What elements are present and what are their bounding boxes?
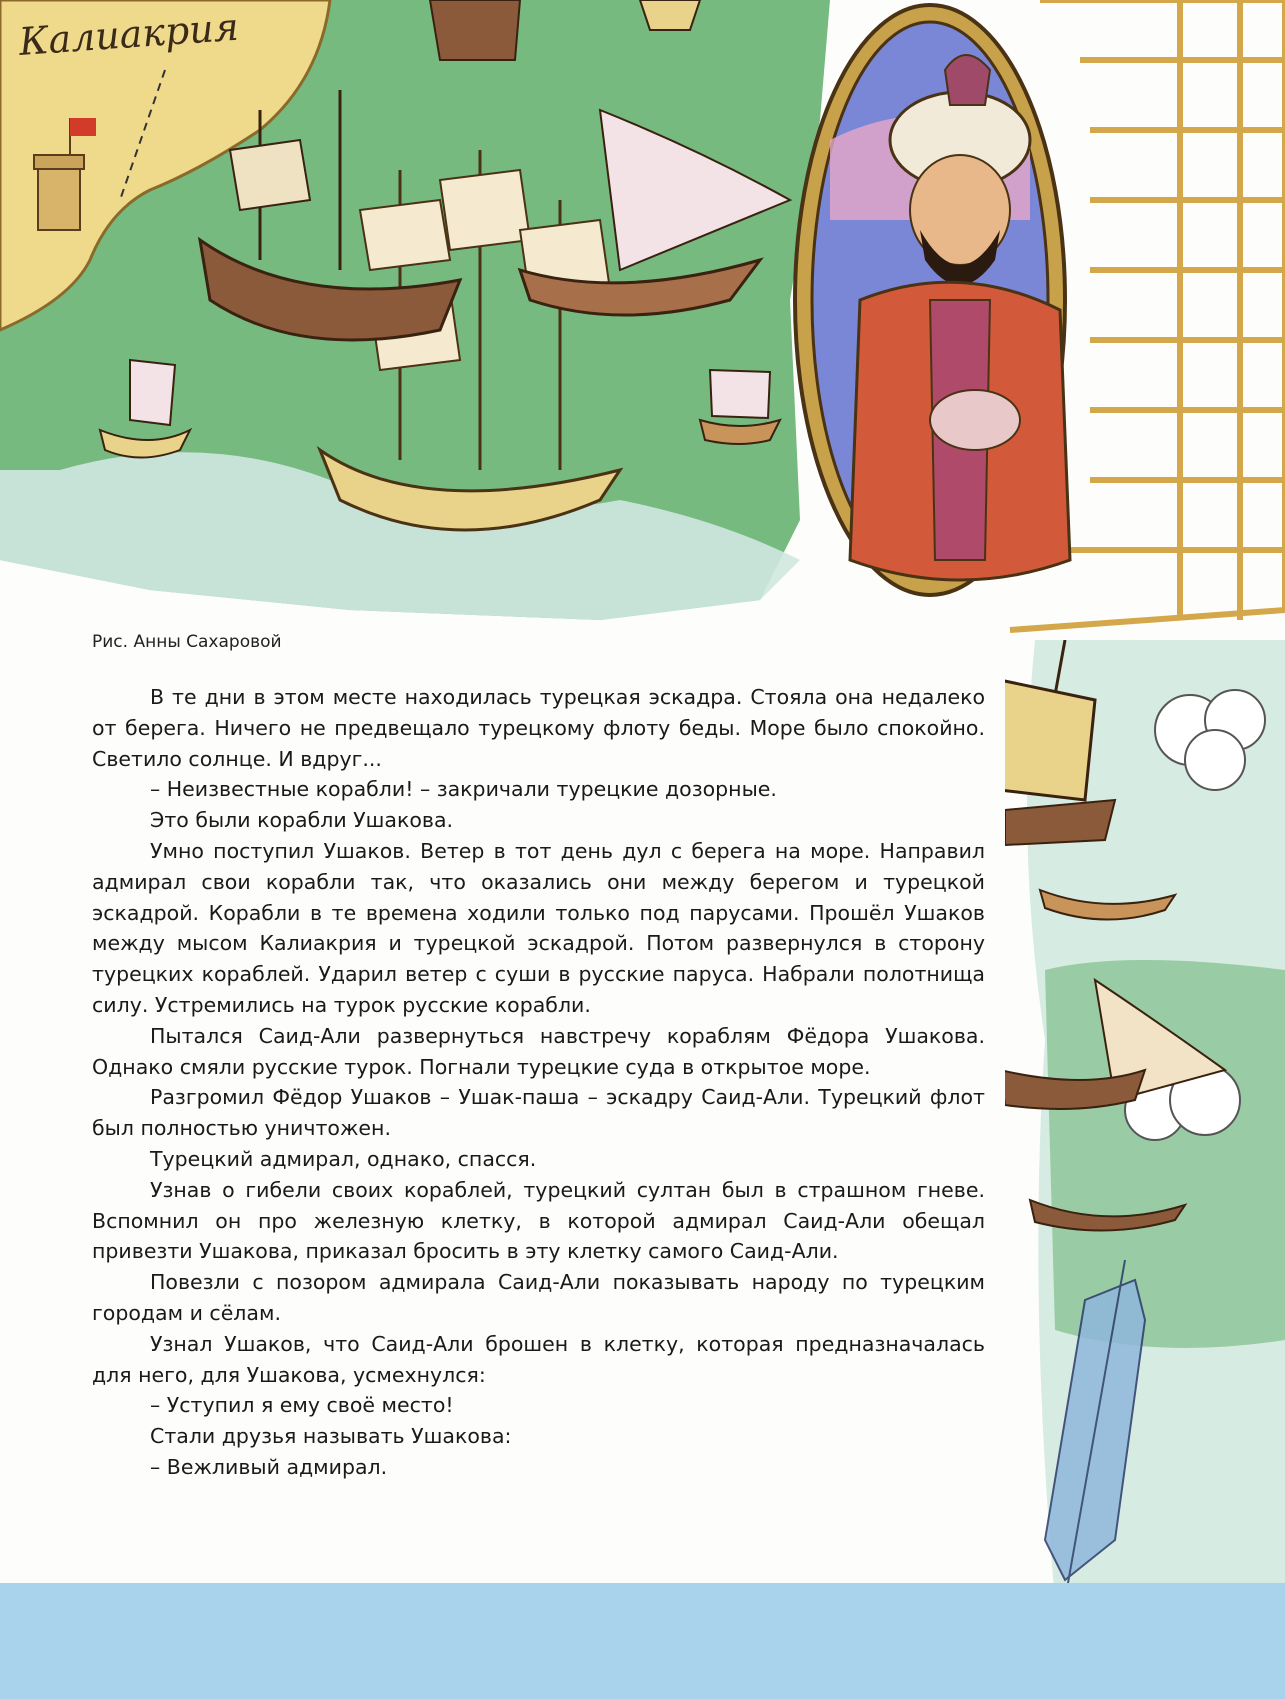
top-illustration (0, 0, 1285, 640)
paragraph: В те дни в этом месте находилась турецкая эскадра. Стояла она недалеко от берега. Ничего не предвещало турецкому флоту беды. Море было спокойно. Светило солнце. И вдруг... (92, 685, 985, 771)
paragraph: Пытался Саид-Али развернуться навстречу кораблям Фёдора Ушакова. Однако смяли русские турок. Погнали турецкие суда в открытое море. (92, 1023, 985, 1079)
paragraph: Повезли с позором адмирала Саид-Али показывать народу по турецким городам и сёлам. (92, 1270, 985, 1325)
map-label: Калиакрия (17, 4, 241, 64)
paragraph: Турецкий адмирал, однако, спасся. (150, 1146, 537, 1171)
paragraph: Стали друзья называть Ушакова: (150, 1424, 512, 1449)
paragraph: – Неизвестные корабли! – закричали турецкие дозорные. (150, 777, 777, 802)
right-illustration-strip (1005, 640, 1285, 1699)
ship-distant-icon (700, 370, 780, 444)
illustration-credit: Рис. Анны Сахаровой (92, 632, 282, 652)
paragraph: Узнал Ушаков, что Саид-Али брошен в клетку, которая предназначалась для него, для Ушакова, усмехнулся: (92, 1331, 985, 1387)
story-text (92, 682, 985, 1483)
paragraph: – Вежливый адмирал. (150, 1454, 388, 1479)
paragraph: – Уступил я ему своё место! (150, 1393, 454, 1418)
paragraph: Узнав о гибели своих кораблей, турецкий султан был в страшном гневе. Вспомнил он про железную клетку, в которой адмирал Саид-Али обещал привезти Ушакова, приказал бросить в эту клетку самого Саид-Али. (92, 1177, 985, 1264)
paragraph: Это были корабли Ушакова. (150, 808, 454, 833)
paragraph: Разгромил Фёдор Ушаков – Ушак-паша – эскадру Саид-Али. Турецкий флот был полностью уничтожен. (92, 1085, 985, 1141)
paragraph: Умно поступил Ушаков. Ветер в тот день дул с берега на море. Направил адмирал свои корабли так, что оказались они между берегом и турецкой эскадрой. Корабли в те времена ходили только под парусами. Прошёл Ушаков между мысом Калиакрия и турецкой эскадрой. Потом развернулся в сторону турецких кораблей. Ударил ветер с суши в русские паруса. Набрали полотнища силу. Устремились на турок русские корабли. (92, 838, 985, 1017)
strip-sea-shade (1045, 960, 1285, 1348)
bottom-band (0, 1583, 1285, 1699)
portrait-medallion (795, 5, 1070, 595)
